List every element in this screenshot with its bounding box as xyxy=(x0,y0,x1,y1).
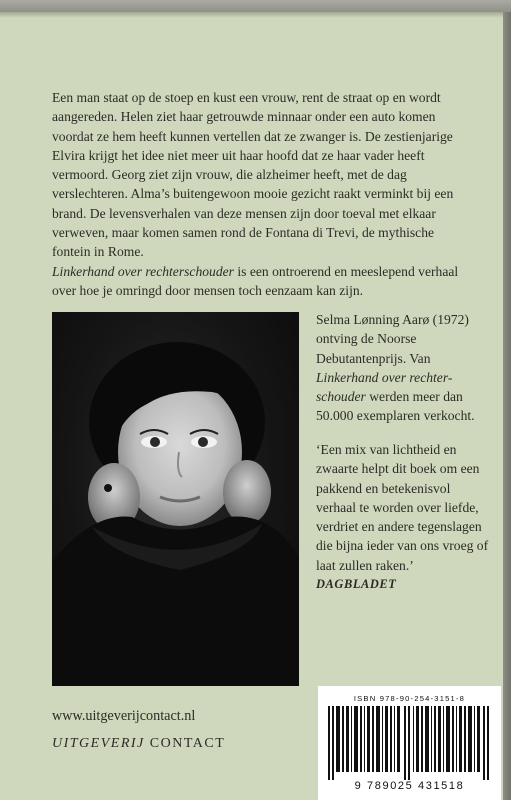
press-quote-source: DAGBLADET xyxy=(316,577,397,592)
cover-shadow xyxy=(0,12,503,18)
press-quote-text: ‘Een mix van lichtheid en zwaarte helpt dit boek om een pakkend en betekenisvol verhaal te worden over liefde, verdriet en andere tegenslagen die bijna ieder van ons vroeg of laat zullen raken.’ xyxy=(316,442,489,573)
book-right-edge xyxy=(503,12,511,800)
barcode-digits: 9 789025 431518 xyxy=(354,780,465,792)
publisher-name xyxy=(52,736,225,752)
bio-book-title-italic: Linkerhand over rechter-schouder xyxy=(316,369,453,405)
author-bio xyxy=(316,310,486,426)
barcode-icon xyxy=(328,706,491,780)
blurb-paragraph-2-text: is een ontroerend en meeslepend verhaal over hoe je omringd door mensen toch eenzaam kan zijn. xyxy=(52,263,459,298)
portrait-illustration xyxy=(52,312,299,686)
author-portrait-photo xyxy=(52,312,299,686)
blurb-paragraph-2 xyxy=(52,262,472,301)
author-bio-text: Selma Lønning Aarø (1972) ontving de Noorse Debutantenprijs. Van xyxy=(316,312,469,366)
blurb-paragraph: Een man staat op de stoep en kust een vrouw, rent de straat op en wordt aangereden. Helen ziet haar getrouwde minnaar onder een auto komen voordat ze hem heeft kunnen vertellen dat ze zwanger is. De zestienjarige Elvira krijgt het idee niet meer uit haar hoofd dat ze haar vader heeft vermoord. Georg ziet zijn vrouw, die alzheimer heeft, met de dag verslechteren. Alma’s buitengewoon mooie gezicht raakt verminkt bij een brand. De levensverhalen van deze mensen zijn door toeval met elkaar verweven, maar komen samen rond de Fontana di Trevi, de mythische fontein in Rome. xyxy=(52,90,454,260)
author-bio-text-2: werden meer dan 50.000 exemplaren verkocht. xyxy=(316,389,475,424)
publisher-name-italic: UITGEVERIJ xyxy=(52,736,145,751)
publisher-name-rest: CONTACT xyxy=(144,736,226,751)
press-quote xyxy=(316,440,491,594)
back-cover-blurb xyxy=(52,88,472,300)
publisher-website: www.uitgeverijcontact.nl xyxy=(52,708,196,724)
book-top-edge xyxy=(0,0,511,12)
isbn-label: ISBN 978-90-254-3151-8 xyxy=(353,694,466,703)
book-title-italic: Linkerhand over rechterschouder xyxy=(52,263,234,279)
isbn-barcode-panel xyxy=(318,686,501,800)
